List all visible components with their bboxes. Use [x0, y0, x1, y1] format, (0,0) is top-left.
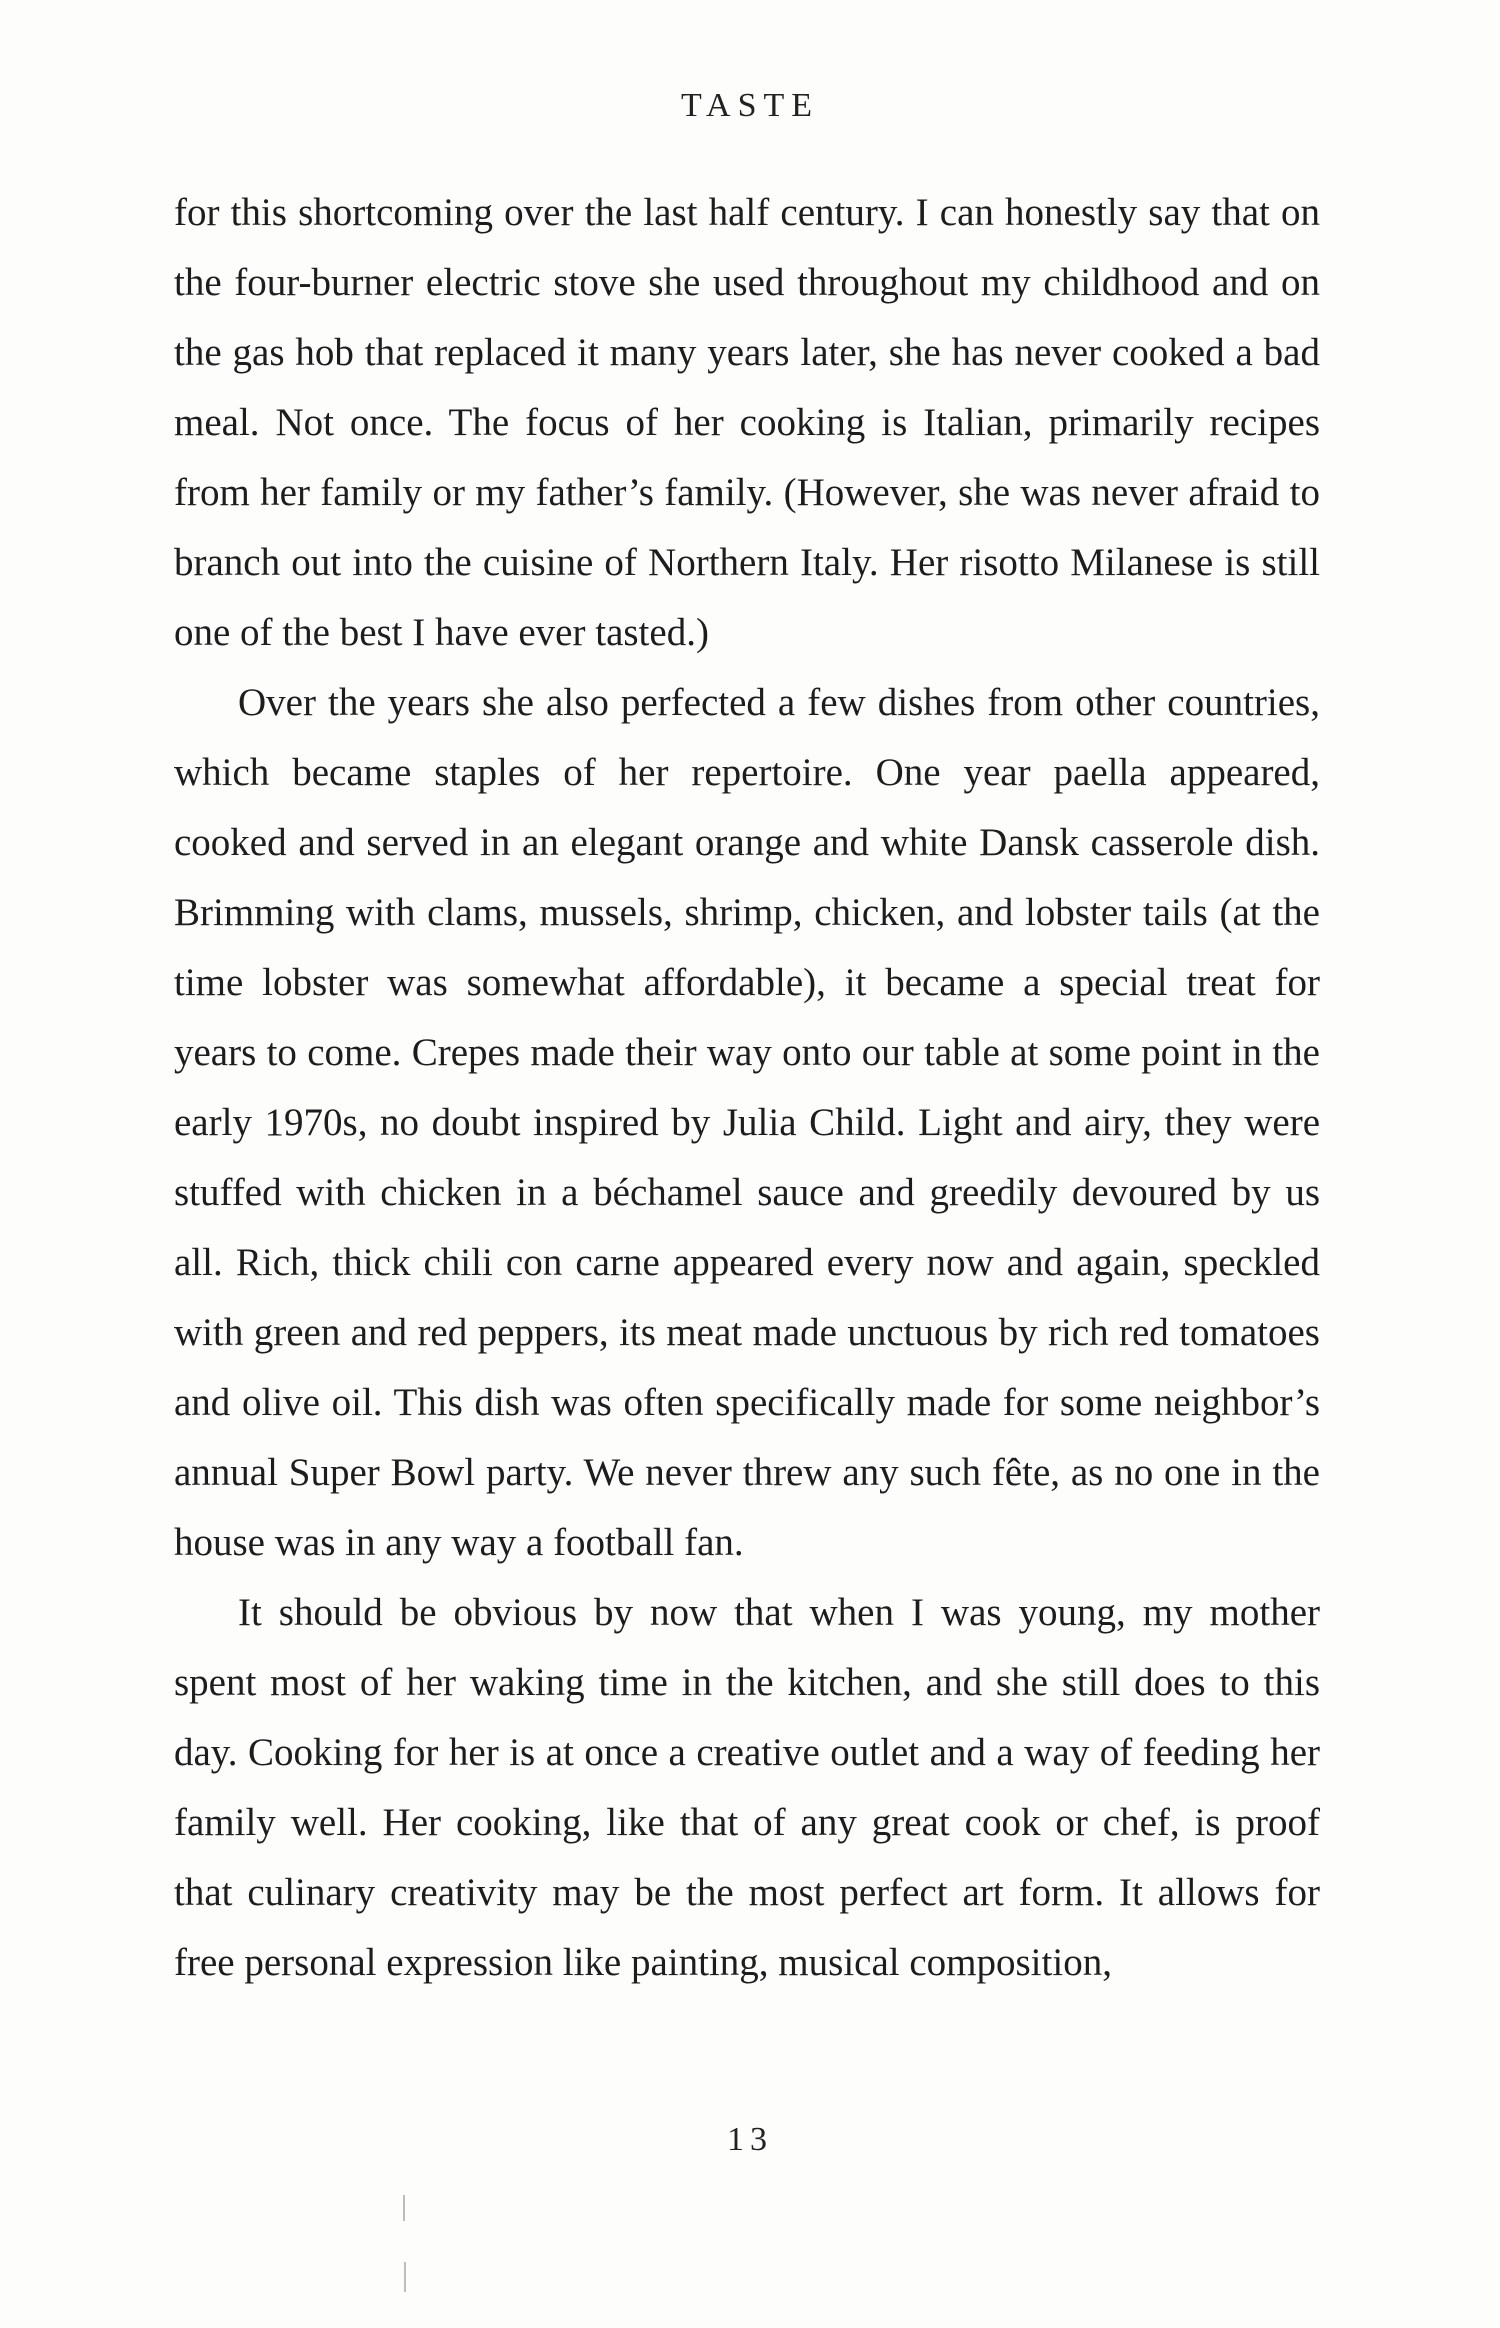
paragraph-1: for this shortcoming over the last half century. I can honestly say that on the four-burner electric stove she used throughout my childhood and on the gas hob that replaced it many years later, she has never cooked a bad meal. Not once. The focus of her cooking is Italian, primarily recipes from her family or my father’s family. (However, she was never afraid to branch out into the cuisine of Northern Italy. Her risotto Milanese is still one of the best I have ever tasted.): [174, 191, 1320, 654]
scan-artifact-mark: [404, 2262, 406, 2292]
body-text: [174, 178, 1320, 1998]
page-number: 13: [727, 2121, 773, 2158]
paragraph-3: It should be obvious by now that when I was young, my mother spent most of her waking time in the kitchen, and she still does to this day. Cooking for her is at once a creative outlet and a way of feeding her family well. Her cooking, like that of any great cook or chef, is proof that culinary creativity may be the most perfect art form. It allows for free personal expression like painting, musical composition,: [174, 1591, 1320, 1984]
running-head: TASTE: [680, 87, 820, 124]
scan-artifact-mark: [403, 2195, 405, 2221]
paragraph-2: Over the years she also perfected a few dishes from other countries, which became staples of her repertoire. One year paella appeared, cooked and served in an elegant orange and white Dansk casserole dish. Brimming with clams, mussels, shrimp, chicken, and lobster tails (at the time lobster was somewhat affordable), it became a special treat for years to come. Crepes made their way onto our table at some point in the early 1970s, no doubt inspired by Julia Child. Light and airy, they were stuffed with chicken in a béchamel sauce and greedily devoured by us all. Rich, thick chili con carne appeared every now and again, speckled with green and red peppers, its meat made unctuous by rich red tomatoes and olive oil. This dish was often specifically made for some neighbor’s annual Super Bowl party. We never threw any such fête, as no one in the house was in any way a football fan.: [174, 681, 1320, 1564]
